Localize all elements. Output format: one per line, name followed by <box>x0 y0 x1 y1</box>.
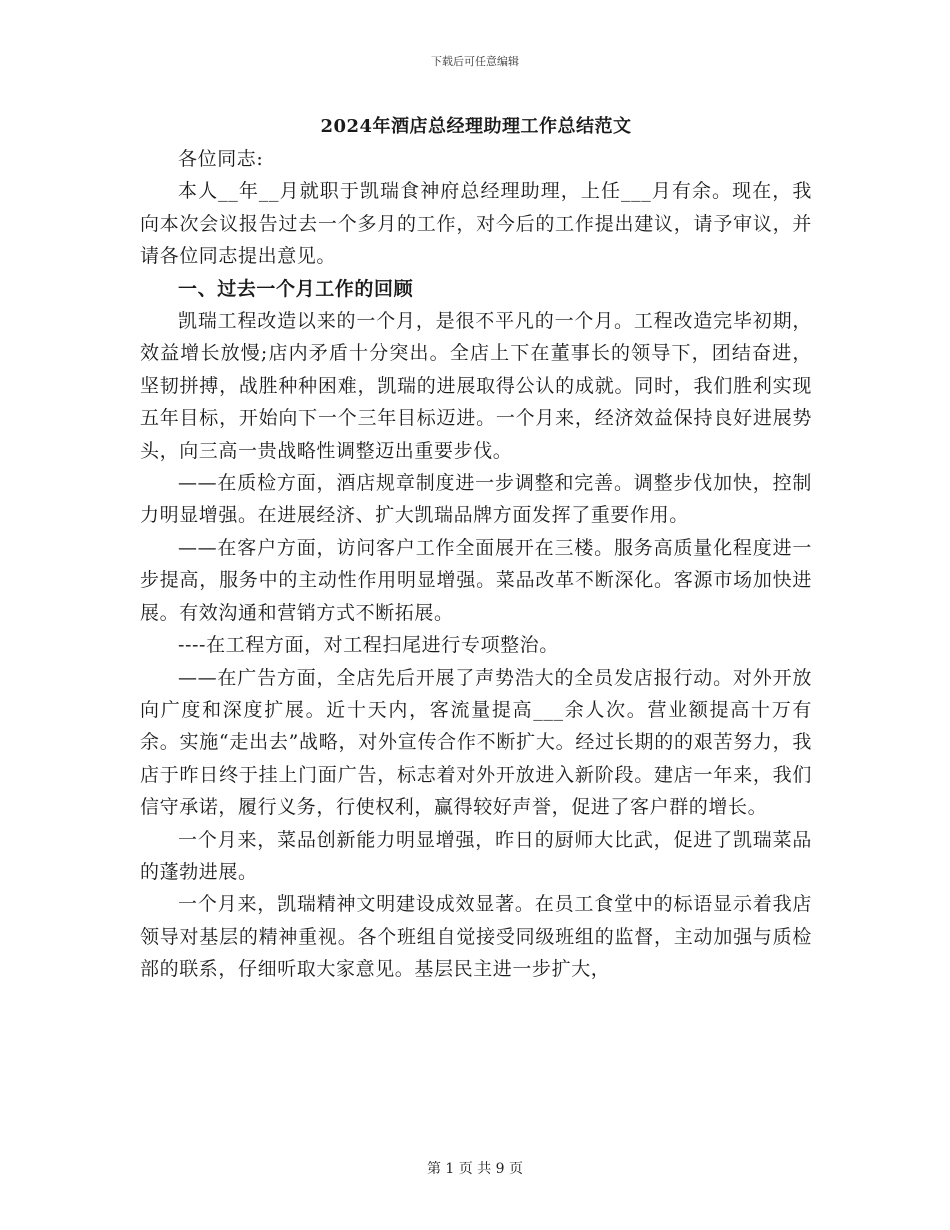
page-number: 第 1 页 共 9 页 <box>426 1161 524 1177</box>
paragraph-salutation: 各位同志: <box>178 148 264 170</box>
page-header-note: 下载后可任意编辑 <box>431 55 519 68</box>
paragraph-culture: 一个月来，凯瑞精神文明建设成效显著。在员工食堂中的标语显示着我店领导对基层的精神重视。各个班组自觉接受同级班组的监督，主动加强与质检部的联系，仔细听取大家意见。基层民主进一步扩大， <box>140 893 812 981</box>
paragraph-advertising: ——在广告方面，全店先后开展了声势浩大的全员发店报行动。对外开放向广度和深度扩展。近十天内，客流量提高___余人次。营业额提高十万有余。实施“走出去”战略，对外宣传合作不断扩大。经过长期的的艰苦努力，我店于昨日终于挂上门面广告，标志着对外开放进入新阶段。建店一年来，我们信守承诺，履行义务，行使权利，赢得较好声誉，促进了客户群的增长。 <box>140 666 812 819</box>
paragraph-quality-inspection: ——在质检方面，酒店规章制度进一步调整和完善。调整步伐加快，控制力明显增强。在进展经济、扩大凯瑞品牌方面发挥了重要作用。 <box>140 472 812 527</box>
paragraph-customers: ——在客户方面，访问客户工作全面展开在三楼。服务高质量化程度进一步提高，服务中的主动性作用明显增强。菜品改革不断深化。客源市场加快进展。有效沟通和营销方式不断拓展。 <box>140 536 812 624</box>
document-body <box>140 113 812 986</box>
paragraph-intro: 本人__年__月就职于凯瑞食神府总经理助理，上任___月有余。现在，我向本次会议报告过去一个多月的工作，对今后的工作提出建议，请予审议，并请各位同志提出意见。 <box>140 180 812 268</box>
paragraph-overview: 凯瑞工程改造以来的一个月，是很不平凡的一个月。工程改造完毕初期，效益增长放慢;店内矛盾十分突出。全店上下在董事长的领导下，团结奋进，坚韧拼搏，战胜种种困难，凯瑞的进展取得公认的成就。同时，我们胜利实现五年目标，开始向下一个三年目标迈进。一个月来，经济效益保持良好进展势头，向三高一贵战略性调整迈出重要步伐。 <box>140 310 812 462</box>
paragraph-engineering: ----在工程方面，对工程扫尾进行专项整治。 <box>178 634 559 657</box>
document-title: 2024年酒店总经理助理工作总结范文 <box>320 116 632 137</box>
paragraph-dishes: 一个月来，菜品创新能力明显增强，昨日的厨师大比武，促进了凯瑞菜品的蓬勃进展。 <box>140 828 812 883</box>
section-heading: 一、过去一个月工作的回顾 <box>178 277 414 300</box>
